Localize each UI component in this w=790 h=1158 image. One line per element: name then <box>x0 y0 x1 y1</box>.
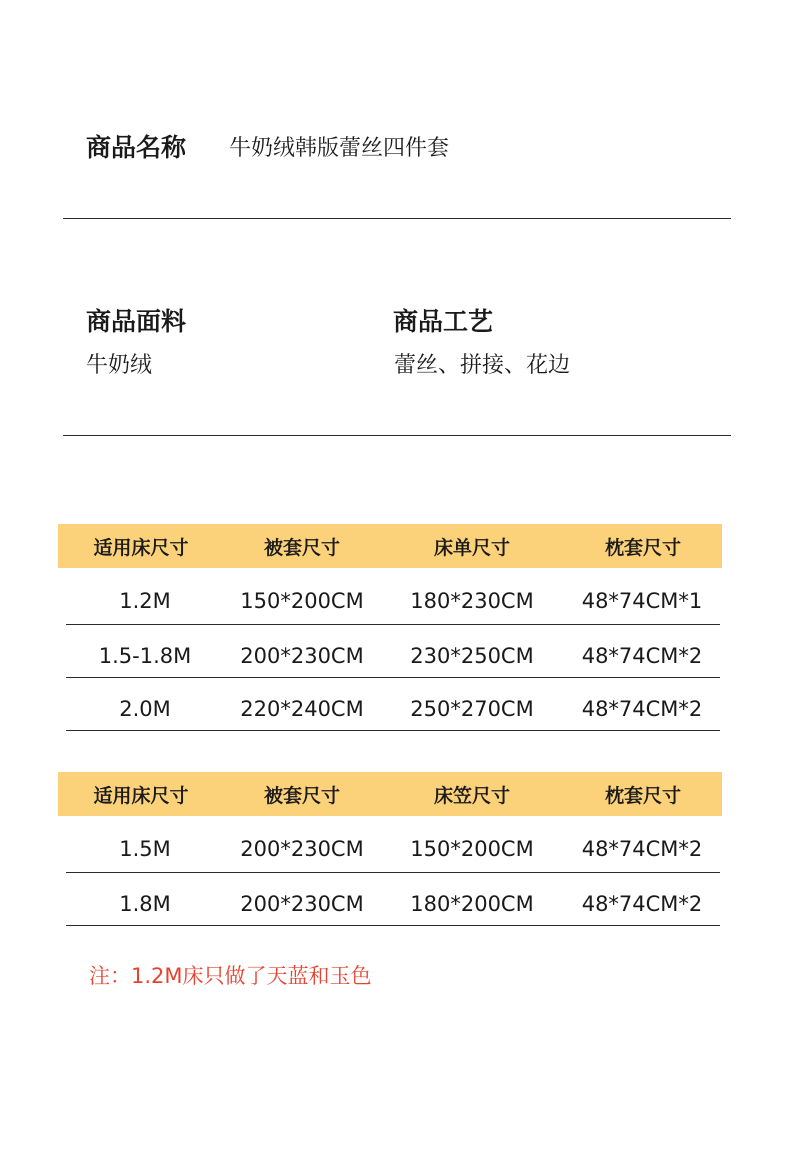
header-pillowcase-size: 枕套尺寸 <box>604 784 681 807</box>
cell-bed-size: 1.5M <box>119 837 171 861</box>
table-row <box>66 678 720 731</box>
cell-fitted-sheet-size: 150*200CM <box>410 837 534 861</box>
product-fabric-value: 牛奶绒 <box>86 353 153 378</box>
cell-pillowcase-size: 48*74CM*1 <box>581 589 703 613</box>
header-bed-size: 适用床尺寸 <box>93 784 189 807</box>
table-header <box>58 772 722 816</box>
divider-1 <box>63 218 731 219</box>
header-duvet-size: 被套尺寸 <box>263 784 340 807</box>
divider-2 <box>63 435 731 436</box>
header-fitted-sheet-size: 床笠尺寸 <box>433 784 510 807</box>
cell-bed-size: 1.8M <box>119 892 171 916</box>
product-fabric-label: 商品面料 <box>86 307 187 336</box>
table-row <box>66 816 720 873</box>
size-table-flat-sheet <box>58 524 722 731</box>
cell-sheet-size: 250*270CM <box>410 697 534 721</box>
cell-pillowcase-size: 48*74CM*2 <box>581 644 703 668</box>
size-note: 注：1.2M床只做了天蓝和玉色 <box>89 964 372 988</box>
cell-duvet-size: 150*200CM <box>240 589 364 613</box>
cell-fitted-sheet-size: 180*200CM <box>410 892 534 916</box>
product-name-value: 牛奶绒韩版蕾丝四件套 <box>229 136 450 161</box>
table-row <box>66 568 720 625</box>
table-row <box>66 625 720 678</box>
product-craft-value: 蕾丝、拼接、花边 <box>394 353 571 378</box>
cell-pillowcase-size: 48*74CM*2 <box>581 837 703 861</box>
cell-pillowcase-size: 48*74CM*2 <box>581 697 703 721</box>
table-row <box>66 873 720 926</box>
header-pillowcase-size: 枕套尺寸 <box>604 536 681 559</box>
header-bed-size: 适用床尺寸 <box>93 536 189 559</box>
product-craft-label: 商品工艺 <box>393 307 494 336</box>
header-duvet-size: 被套尺寸 <box>263 536 340 559</box>
product-name-label: 商品名称 <box>86 133 187 162</box>
cell-duvet-size: 220*240CM <box>240 697 364 721</box>
cell-bed-size: 1.5-1.8M <box>98 644 192 668</box>
size-table-fitted-sheet <box>58 772 722 926</box>
cell-duvet-size: 200*230CM <box>240 892 364 916</box>
header-sheet-size: 床单尺寸 <box>433 536 510 559</box>
cell-sheet-size: 230*250CM <box>410 644 534 668</box>
cell-duvet-size: 200*230CM <box>240 644 364 668</box>
cell-bed-size: 2.0M <box>119 697 171 721</box>
cell-duvet-size: 200*230CM <box>240 837 364 861</box>
cell-bed-size: 1.2M <box>119 589 171 613</box>
table-header <box>58 524 722 568</box>
cell-pillowcase-size: 48*74CM*2 <box>581 892 703 916</box>
cell-sheet-size: 180*230CM <box>410 589 534 613</box>
